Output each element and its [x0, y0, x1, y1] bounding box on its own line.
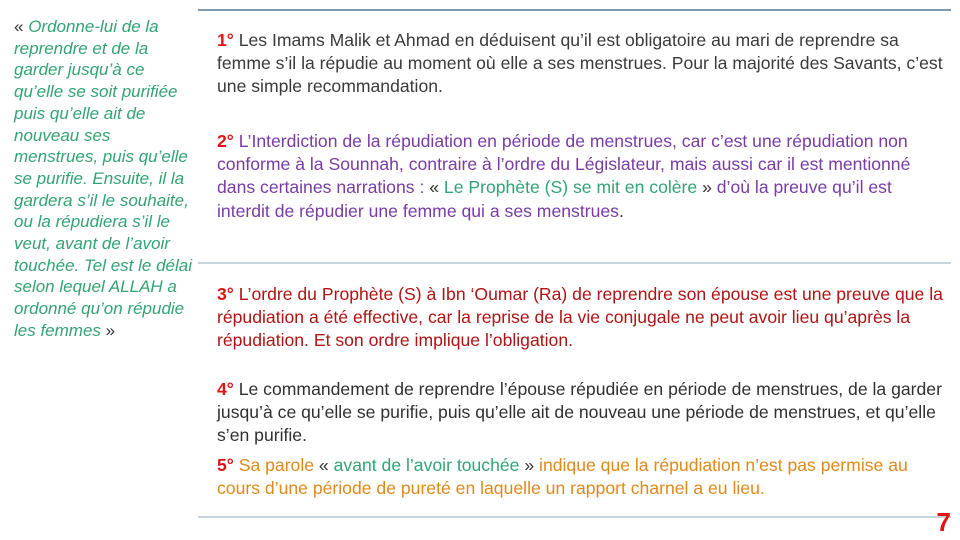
point-3-text: L’ordre du Prophète (S) à Ibn ‘Oumar (Ra) de reprendre son épouse est une preuve que la répudiation a été effective, car la reprise de la vie conjugale ne peut avoir lieu qu’après la répudiation. Et son ordre implique l’obligation.: [217, 284, 943, 351]
hadith-quote: [14, 16, 192, 342]
top-divider: [198, 9, 951, 11]
point-2-quote-open: «: [429, 177, 444, 198]
point-5-quote: avant de l’avoir touchée: [333, 455, 520, 475]
point-3-number: 3°: [217, 284, 234, 304]
point-2-end: .: [618, 200, 624, 221]
point-2-quote-close: »: [697, 177, 712, 198]
point-2-text-b: d’où la preuve qu’il est interdit de répudier une femme qui a ses menstrues: [217, 177, 892, 221]
point-5-quote-open: «: [318, 455, 334, 475]
point-5: [217, 454, 947, 500]
point-1-number: 1°: [217, 30, 234, 50]
point-2-number: 2°: [217, 131, 234, 151]
point-2-text-a: L’Interdiction de la répudiation en période de menstrues, car c’est une répudiation non conforme à la Sounnah, contraire à l’ordre du Législateur, mais aussi car il est mentionné dans certaines narrations :: [217, 131, 911, 198]
middle-divider: [198, 262, 951, 264]
point-4: [217, 378, 947, 448]
point-4-text: Le commandement de reprendre l’épouse répudiée en période de menstrues, de la garder jusqu’à ce qu’elle se purifie, puis qu’elle ait de nouveau une période de menstrues, et qu’elle s’en purifie.: [217, 379, 942, 446]
point-1: [217, 29, 947, 99]
quote-open-mark: «: [14, 17, 29, 36]
point-5-text-b: indique que la répudiation n’est pas permise au cours d’une période de pureté en laquelle un rapport charnel a eu lieu.: [217, 455, 908, 499]
page-number: 7: [936, 507, 951, 537]
point-5-number: 5°: [217, 455, 234, 475]
point-4-number: 4°: [217, 379, 234, 399]
bottom-divider: [198, 516, 951, 518]
quote-close-mark: »: [100, 320, 116, 340]
point-5-text-a: Sa parole: [233, 455, 319, 475]
point-1-text: Les Imams Malik et Ahmad en déduisent qu’il est obligatoire au mari de reprendre sa femme s’il la répudie au moment où elle a ses menstrues. Pour la majorité des Savants, c’est une simple recommandation.: [217, 30, 943, 97]
point-5-quote-close: »: [519, 455, 535, 475]
quote-text: Ordonne-lui de la reprendre et de la garder jusqu’à ce qu’elle se soit purifiée puis qu’elle ait de nouveau ses menstrues, puis qu’elle se purifie. Ensuite, il la gardera s’il le souhaite, ou la répudiera s’il le veut, avant de l’avoir touchée. Tel est le délai selon lequel ALLAH a ordonné qu’on répudie les femmes: [14, 17, 192, 340]
point-2-quote: Le Prophète (S) se mit en colère: [443, 177, 698, 198]
point-2: [217, 130, 947, 223]
point-3: [217, 283, 947, 353]
